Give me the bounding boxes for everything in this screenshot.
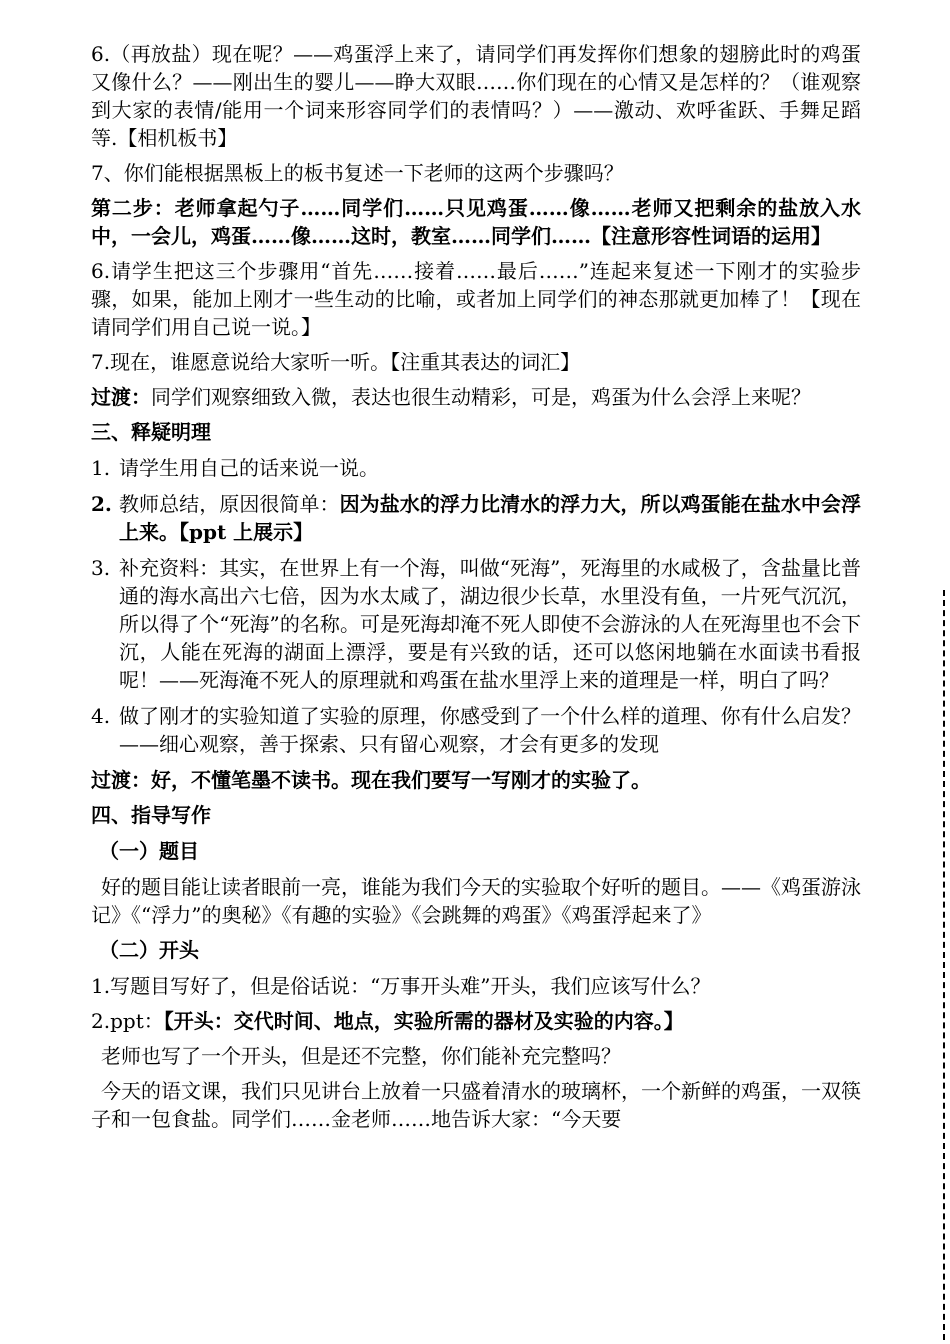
list-item: [91, 554, 861, 694]
list-item: [91, 490, 861, 546]
paragraph-title-ideas: 好的题目能让读者眼前一亮，谁能为我们今天的实验取个好听的题目。——《鸡蛋游泳记》《“浮力”的奥秘》《有趣的实验》《会跳舞的鸡蛋》《鸡蛋浮起来了》: [91, 875, 861, 927]
paragraph-opening-1: 1.写题目写好了，但是俗话说：“万事开头难”开头，我们应该写什么？: [91, 974, 711, 998]
paragraph-opening-4: 今天的语文课，我们只见讲台上放着一只盛着清水的玻璃杯，一个新鲜的鸡蛋，一双筷子和一包食盐。同学们……金老师……地告诉大家：“今天要: [91, 1079, 861, 1131]
subheading-opening: （二）开头: [99, 938, 199, 962]
transition-text: 同学们观察细致入微，表达也很生动精彩，可是，鸡蛋为什么会浮上来呢？: [151, 385, 811, 409]
paragraph-three-steps: 6.请学生把这三个步骤用“首先……接着……最后……”连起来复述一下刚才的实验步骤，如果，能加上刚才一些生动的比喻，或者加上同学们的神态那就更加棒了！【现在请同学们用自己说一说。】: [91, 259, 861, 339]
ppt-text: 【开头：交代时间、地点，实验所需的器材及实验的内容。】: [163, 1009, 684, 1033]
list-number: 1.: [91, 456, 111, 480]
paragraph-transition-1: [91, 383, 861, 411]
subheading-title: （一）题目: [99, 839, 199, 863]
transition-label: 过渡：: [91, 385, 151, 409]
section-heading-4: 四、指导写作: [91, 803, 211, 827]
paragraph-opening-2: [91, 1007, 861, 1035]
paragraph-step6-salt: 6.（再放盐）现在呢？——鸡蛋浮上来了，请同学们再发挥你们想象的翅膀此时的鸡蛋又像什么？——刚出生的婴儿——睁大双眼……你们现在的心情又是怎样的？（谁观察到大家的表情/能用一个词来形容同学们的表情吗？）——激动、欢呼雀跃、手舞足蹈等.【相机板书】: [91, 42, 861, 150]
document-page: [91, 40, 861, 1140]
list-number: 2.: [91, 492, 112, 516]
list-text: 补充资料：其实，在世界上有一个海，叫做“死海”，死海里的水咸极了，含盐量比普通的海水高出六七倍，因为水太咸了，湖边很少长草，水里没有鱼，一片死气沉沉，所以得了个“死海”的名称。可是死海却淹不死人即使不会游泳的人在死海里也不会下沉，人能在死海的湖面上漂浮，要是有兴致的话，还可以悠闲地躺在水面读书看报呢！——死海淹不死人的原理就和鸡蛋在盐水里浮上来的道理是一样，明白了吗？: [119, 556, 861, 692]
list-item: [91, 454, 861, 482]
paragraph-who-wants: 7.现在，谁愿意说给大家听一听。【注重其表达的词汇】: [91, 350, 581, 374]
section-heading-3: 三、释疑明理: [91, 420, 211, 444]
list-number: 4.: [91, 704, 111, 728]
ppt-label: 2.ppt：: [91, 1009, 164, 1033]
list-item: [91, 702, 861, 758]
list-text: 请学生用自己的话来说一说。: [119, 456, 379, 480]
paragraph-step7-retell: 7、你们能根据黑板上的板书复述一下老师的这两个步骤吗？: [91, 161, 624, 185]
list-text: 做了刚才的实验知道了实验的原理，你感受到了一个什么样的道理、你有什么启发？——细心观察，善于探索、只有留心观察，才会有更多的发现: [119, 704, 861, 756]
paragraph-transition-2: 过渡：好，不懂笔墨不读书。现在我们要写一写刚才的实验了。: [91, 768, 651, 792]
list-text-bold: 因为盐水的浮力比清水的浮力大，所以鸡蛋能在盐水中会浮上来。【ppt 上展示】: [119, 492, 862, 544]
paragraph-opening-3: 老师也写了一个开头，但是还不完整，你们能补充完整吗？: [101, 1044, 621, 1068]
list-number: 3.: [91, 556, 111, 580]
list-text: 教师总结，原因很简单：: [119, 492, 340, 516]
dashed-cut-line: [943, 590, 945, 1340]
paragraph-second-step: 第二步：老师拿起勺子……同学们……只见鸡蛋……像……老师又把剩余的盐放入水中，一会儿，鸡蛋……像……这时，教室……同学们……【注意形容性词语的运用】: [91, 196, 861, 248]
